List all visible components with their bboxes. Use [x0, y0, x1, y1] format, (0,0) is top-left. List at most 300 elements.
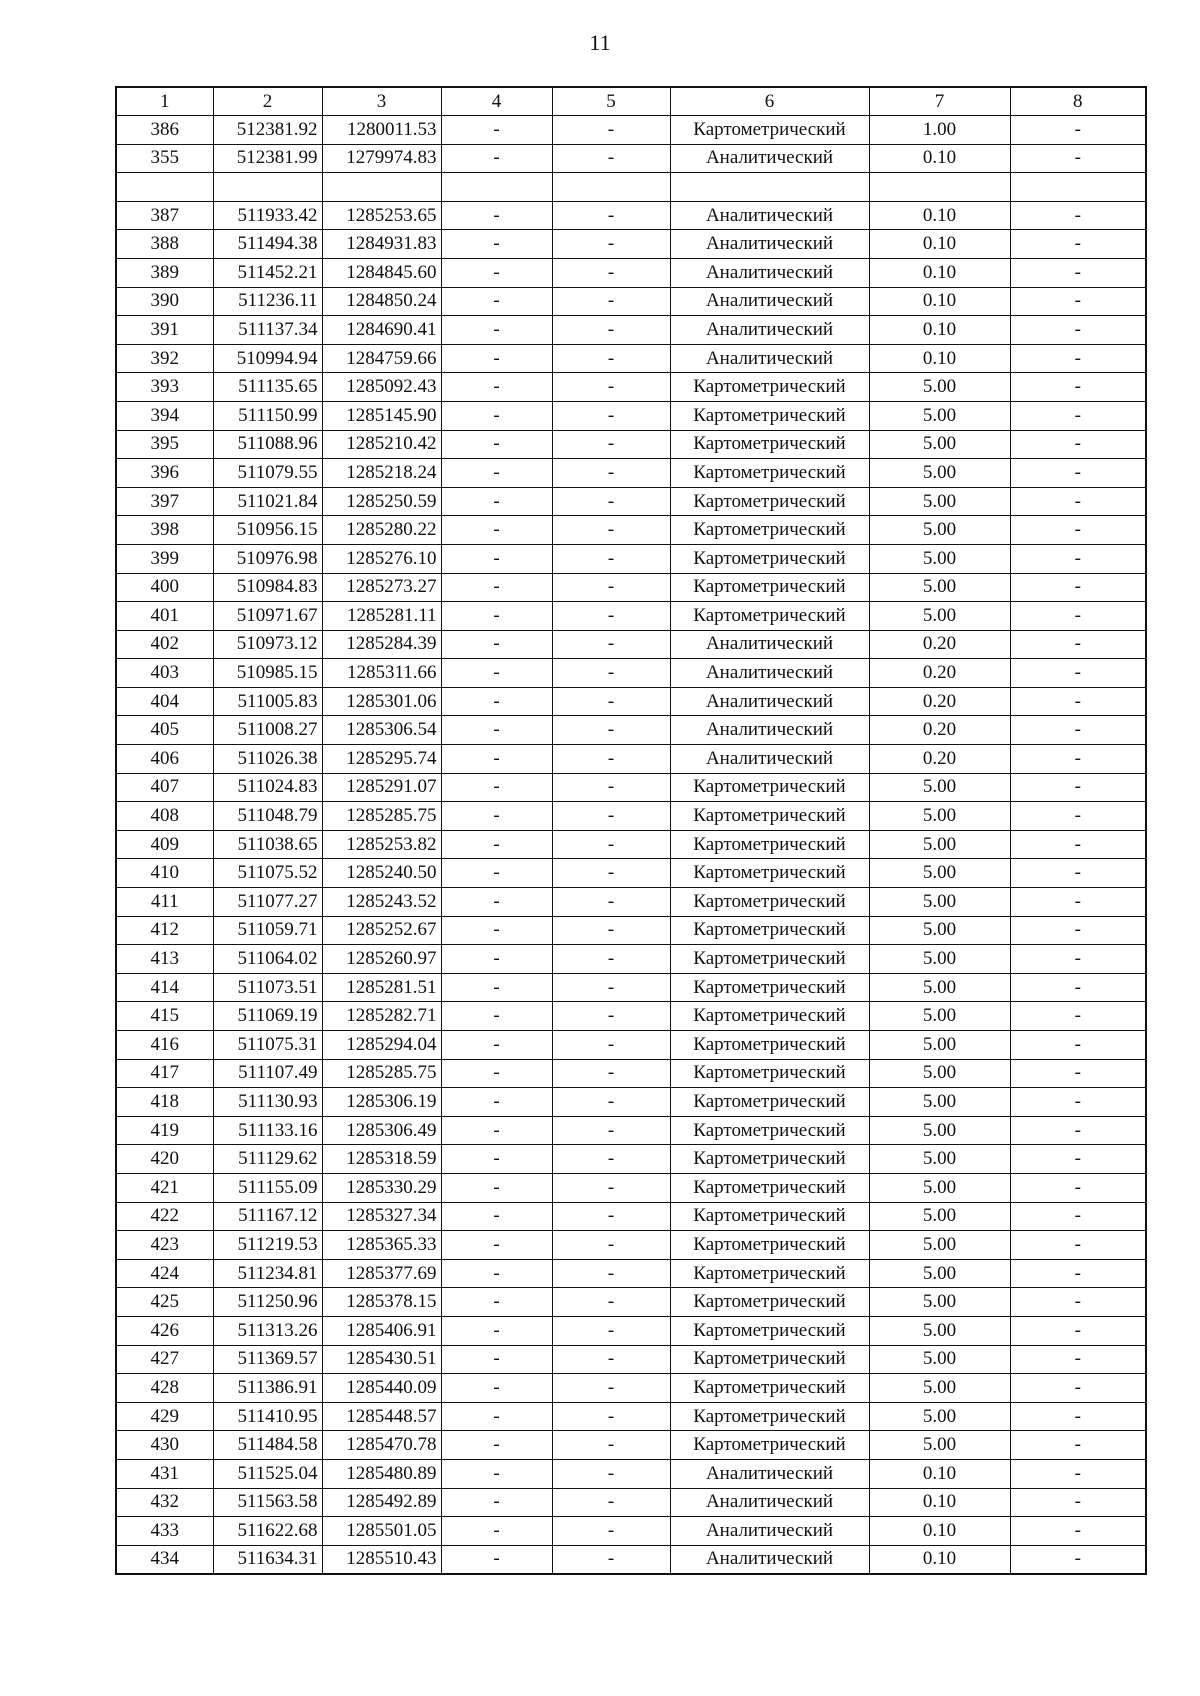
x-coordinate-cell: 511494.38	[213, 230, 322, 259]
y-coordinate-cell: 1285301.06	[322, 687, 441, 716]
column-header: 4	[441, 87, 552, 116]
col4-cell: -	[441, 344, 552, 373]
y-coordinate-cell: 1285285.75	[322, 802, 441, 831]
method-cell	[670, 173, 869, 202]
col4-cell: -	[441, 1488, 552, 1517]
table-row	[116, 973, 1146, 1002]
y-coordinate-cell: 1285492.89	[322, 1488, 441, 1517]
x-coordinate-cell: 511634.31	[213, 1545, 322, 1574]
table-row	[116, 602, 1146, 631]
col8-cell: -	[1010, 1402, 1146, 1431]
col5-cell: -	[552, 316, 670, 345]
method-cell: Картометрический	[670, 859, 869, 888]
point-number-cell: 416	[116, 1031, 213, 1060]
x-coordinate-cell: 511069.19	[213, 1002, 322, 1031]
table-row	[116, 830, 1146, 859]
col4-cell	[441, 173, 552, 202]
x-coordinate-cell: 511075.31	[213, 1031, 322, 1060]
method-cell: Картометрический	[670, 888, 869, 917]
col8-cell: -	[1010, 716, 1146, 745]
table-row	[116, 316, 1146, 345]
table-row	[116, 173, 1146, 202]
table-row	[116, 1488, 1146, 1517]
col4-cell: -	[441, 859, 552, 888]
method-cell: Аналитический	[670, 144, 869, 173]
col8-cell: -	[1010, 459, 1146, 488]
point-number-cell: 389	[116, 258, 213, 287]
table-row	[116, 344, 1146, 373]
method-cell: Картометрический	[670, 1059, 869, 1088]
col4-cell: -	[441, 830, 552, 859]
method-cell: Аналитический	[670, 1459, 869, 1488]
table-row	[116, 373, 1146, 402]
col8-cell: -	[1010, 773, 1146, 802]
col8-cell: -	[1010, 573, 1146, 602]
col5-cell: -	[552, 1259, 670, 1288]
col5-cell: -	[552, 973, 670, 1002]
col5-cell: -	[552, 573, 670, 602]
method-cell: Аналитический	[670, 630, 869, 659]
method-cell: Картометрический	[670, 1345, 869, 1374]
y-coordinate-cell: 1279974.83	[322, 144, 441, 173]
method-cell: Картометрический	[670, 602, 869, 631]
col5-cell: -	[552, 258, 670, 287]
table-row	[116, 1173, 1146, 1202]
table-row	[116, 1231, 1146, 1260]
table-row	[116, 916, 1146, 945]
col8-cell: -	[1010, 544, 1146, 573]
x-coordinate-cell: 510956.15	[213, 516, 322, 545]
accuracy-cell: 5.00	[869, 1316, 1010, 1345]
y-coordinate-cell: 1285281.11	[322, 602, 441, 631]
y-coordinate-cell: 1285440.09	[322, 1374, 441, 1403]
col5-cell: -	[552, 1459, 670, 1488]
x-coordinate-cell: 510976.98	[213, 544, 322, 573]
table-row	[116, 1459, 1146, 1488]
table-row	[116, 258, 1146, 287]
x-coordinate-cell: 511137.34	[213, 316, 322, 345]
y-coordinate-cell: 1285306.54	[322, 716, 441, 745]
point-number-cell: 433	[116, 1517, 213, 1546]
col8-cell: -	[1010, 1545, 1146, 1574]
table-row	[116, 859, 1146, 888]
method-cell: Картометрический	[670, 802, 869, 831]
method-cell: Картометрический	[670, 373, 869, 402]
table-row	[116, 1059, 1146, 1088]
method-cell: Картометрический	[670, 1116, 869, 1145]
accuracy-cell: 5.00	[869, 573, 1010, 602]
point-number-cell: 420	[116, 1145, 213, 1174]
method-cell: Картометрический	[670, 973, 869, 1002]
method-cell: Аналитический	[670, 687, 869, 716]
x-coordinate-cell: 511038.65	[213, 830, 322, 859]
x-coordinate-cell: 511219.53	[213, 1231, 322, 1260]
x-coordinate-cell: 511079.55	[213, 459, 322, 488]
col4-cell: -	[441, 1202, 552, 1231]
x-coordinate-cell: 511026.38	[213, 745, 322, 774]
y-coordinate-cell: 1285501.05	[322, 1517, 441, 1546]
col8-cell: -	[1010, 144, 1146, 173]
x-coordinate-cell: 511369.57	[213, 1345, 322, 1374]
col8-cell: -	[1010, 1202, 1146, 1231]
col4-cell: -	[441, 1088, 552, 1117]
col4-cell: -	[441, 1059, 552, 1088]
method-cell: Картометрический	[670, 1002, 869, 1031]
y-coordinate-cell: 1285280.22	[322, 516, 441, 545]
col5-cell: -	[552, 116, 670, 145]
point-number-cell: 403	[116, 659, 213, 688]
point-number-cell: 408	[116, 802, 213, 831]
point-number-cell: 391	[116, 316, 213, 345]
column-header: 2	[213, 87, 322, 116]
point-number-cell: 434	[116, 1545, 213, 1574]
table-row	[116, 144, 1146, 173]
y-coordinate-cell: 1285295.74	[322, 745, 441, 774]
accuracy-cell: 5.00	[869, 430, 1010, 459]
point-number-cell: 432	[116, 1488, 213, 1517]
accuracy-cell: 5.00	[869, 1231, 1010, 1260]
table-row	[116, 687, 1146, 716]
col8-cell: -	[1010, 516, 1146, 545]
y-coordinate-cell: 1284845.60	[322, 258, 441, 287]
col8-cell: -	[1010, 1231, 1146, 1260]
accuracy-cell: 5.00	[869, 1288, 1010, 1317]
method-cell: Аналитический	[670, 716, 869, 745]
table-row	[116, 573, 1146, 602]
point-number-cell: 392	[116, 344, 213, 373]
accuracy-cell: 5.00	[869, 859, 1010, 888]
col4-cell: -	[441, 602, 552, 631]
method-cell: Картометрический	[670, 1031, 869, 1060]
method-cell: Картометрический	[670, 1374, 869, 1403]
x-coordinate-cell: 511236.11	[213, 287, 322, 316]
x-coordinate-cell: 511064.02	[213, 945, 322, 974]
col8-cell: -	[1010, 1088, 1146, 1117]
col4-cell: -	[441, 916, 552, 945]
col8-cell: -	[1010, 116, 1146, 145]
method-cell: Картометрический	[670, 459, 869, 488]
table-row	[116, 1345, 1146, 1374]
accuracy-cell: 0.10	[869, 1459, 1010, 1488]
method-cell: Картометрический	[670, 1145, 869, 1174]
method-cell: Картометрический	[670, 830, 869, 859]
col5-cell: -	[552, 630, 670, 659]
x-coordinate-cell: 511313.26	[213, 1316, 322, 1345]
point-number-cell: 406	[116, 745, 213, 774]
table-row	[116, 1316, 1146, 1345]
table-row	[116, 1202, 1146, 1231]
table-header-row	[116, 87, 1146, 116]
col4-cell: -	[441, 1116, 552, 1145]
y-coordinate-cell: 1285430.51	[322, 1345, 441, 1374]
col4-cell: -	[441, 287, 552, 316]
col5-cell: -	[552, 1231, 670, 1260]
accuracy-cell: 5.00	[869, 373, 1010, 402]
method-cell: Картометрический	[670, 773, 869, 802]
method-cell: Картометрический	[670, 401, 869, 430]
col4-cell: -	[441, 1002, 552, 1031]
col4-cell: -	[441, 1374, 552, 1403]
col4-cell: -	[441, 230, 552, 259]
col8-cell: -	[1010, 830, 1146, 859]
col5-cell: -	[552, 487, 670, 516]
col4-cell: -	[441, 1517, 552, 1546]
table-row	[116, 1402, 1146, 1431]
col8-cell: -	[1010, 1059, 1146, 1088]
col5-cell: -	[552, 1345, 670, 1374]
method-cell: Картометрический	[670, 1316, 869, 1345]
col4-cell: -	[441, 573, 552, 602]
col5-cell: -	[552, 1116, 670, 1145]
col5-cell: -	[552, 401, 670, 430]
method-cell: Картометрический	[670, 916, 869, 945]
col4-cell: -	[441, 373, 552, 402]
col5-cell: -	[552, 1173, 670, 1202]
x-coordinate-cell: 511563.58	[213, 1488, 322, 1517]
method-cell: Картометрический	[670, 1231, 869, 1260]
table-row	[116, 1116, 1146, 1145]
method-cell: Аналитический	[670, 287, 869, 316]
accuracy-cell: 5.00	[869, 1173, 1010, 1202]
y-coordinate-cell: 1285378.15	[322, 1288, 441, 1317]
point-number-cell: 397	[116, 487, 213, 516]
y-coordinate-cell: 1285294.04	[322, 1031, 441, 1060]
method-cell: Картометрический	[670, 487, 869, 516]
method-cell: Картометрический	[670, 1288, 869, 1317]
point-number-cell: 387	[116, 201, 213, 230]
accuracy-cell: 5.00	[869, 1402, 1010, 1431]
method-cell: Аналитический	[670, 745, 869, 774]
col8-cell: -	[1010, 1316, 1146, 1345]
col8-cell: -	[1010, 687, 1146, 716]
col5-cell: -	[552, 373, 670, 402]
accuracy-cell: 0.10	[869, 287, 1010, 316]
point-number-cell: 398	[116, 516, 213, 545]
col8-cell: -	[1010, 1431, 1146, 1460]
point-number-cell: 412	[116, 916, 213, 945]
col4-cell: -	[441, 1259, 552, 1288]
y-coordinate-cell: 1280011.53	[322, 116, 441, 145]
y-coordinate-cell: 1285311.66	[322, 659, 441, 688]
col5-cell: -	[552, 802, 670, 831]
table-row	[116, 116, 1146, 145]
column-header: 8	[1010, 87, 1146, 116]
col8-cell: -	[1010, 344, 1146, 373]
x-coordinate-cell: 510971.67	[213, 602, 322, 631]
accuracy-cell: 5.00	[869, 973, 1010, 1002]
y-coordinate-cell: 1284850.24	[322, 287, 441, 316]
accuracy-cell: 0.10	[869, 144, 1010, 173]
accuracy-cell: 0.10	[869, 1517, 1010, 1546]
point-number-cell: 388	[116, 230, 213, 259]
table-row	[116, 1374, 1146, 1403]
y-coordinate-cell: 1285327.34	[322, 1202, 441, 1231]
y-coordinate-cell: 1285306.19	[322, 1088, 441, 1117]
col8-cell: -	[1010, 1517, 1146, 1546]
method-cell: Картометрический	[670, 1259, 869, 1288]
accuracy-cell: 1.00	[869, 116, 1010, 145]
x-coordinate-cell: 511129.62	[213, 1145, 322, 1174]
col5-cell: -	[552, 830, 670, 859]
col8-cell: -	[1010, 1459, 1146, 1488]
accuracy-cell: 0.20	[869, 630, 1010, 659]
table-row	[116, 1517, 1146, 1546]
col4-cell: -	[441, 401, 552, 430]
y-coordinate-cell: 1285218.24	[322, 459, 441, 488]
col5-cell: -	[552, 1374, 670, 1403]
x-coordinate-cell: 511088.96	[213, 430, 322, 459]
col8-cell: -	[1010, 1116, 1146, 1145]
accuracy-cell: 5.00	[869, 459, 1010, 488]
x-coordinate-cell: 511133.16	[213, 1116, 322, 1145]
col4-cell: -	[441, 544, 552, 573]
point-number-cell: 394	[116, 401, 213, 430]
col4-cell: -	[441, 888, 552, 917]
point-number-cell: 409	[116, 830, 213, 859]
table-row	[116, 716, 1146, 745]
accuracy-cell: 5.00	[869, 1059, 1010, 1088]
method-cell: Картометрический	[670, 1202, 869, 1231]
table-row	[116, 1288, 1146, 1317]
accuracy-cell: 5.00	[869, 1202, 1010, 1231]
col5-cell: -	[552, 1088, 670, 1117]
accuracy-cell: 5.00	[869, 802, 1010, 831]
y-coordinate-cell	[322, 173, 441, 202]
col8-cell: -	[1010, 916, 1146, 945]
method-cell: Аналитический	[670, 258, 869, 287]
accuracy-cell: 0.20	[869, 659, 1010, 688]
point-number-cell: 414	[116, 973, 213, 1002]
accuracy-cell: 5.00	[869, 487, 1010, 516]
col4-cell: -	[441, 1145, 552, 1174]
col5-cell: -	[552, 745, 670, 774]
col5-cell: -	[552, 230, 670, 259]
col4-cell: -	[441, 1031, 552, 1060]
column-header: 6	[670, 87, 869, 116]
x-coordinate-cell: 511234.81	[213, 1259, 322, 1288]
col8-cell: -	[1010, 316, 1146, 345]
point-number-cell: 427	[116, 1345, 213, 1374]
method-cell: Аналитический	[670, 344, 869, 373]
col8-cell: -	[1010, 745, 1146, 774]
x-coordinate-cell: 511167.12	[213, 1202, 322, 1231]
method-cell: Картометрический	[670, 544, 869, 573]
x-coordinate-cell: 512381.92	[213, 116, 322, 145]
point-number-cell: 417	[116, 1059, 213, 1088]
col4-cell: -	[441, 1545, 552, 1574]
col8-cell: -	[1010, 1374, 1146, 1403]
accuracy-cell: 5.00	[869, 1374, 1010, 1403]
table-row	[116, 487, 1146, 516]
x-coordinate-cell: 511005.83	[213, 687, 322, 716]
column-header: 5	[552, 87, 670, 116]
x-coordinate-cell: 511250.96	[213, 1288, 322, 1317]
method-cell: Аналитический	[670, 659, 869, 688]
x-coordinate-cell: 511150.99	[213, 401, 322, 430]
col4-cell: -	[441, 659, 552, 688]
y-coordinate-cell: 1285306.49	[322, 1116, 441, 1145]
x-coordinate-cell: 511933.42	[213, 201, 322, 230]
x-coordinate-cell: 511484.58	[213, 1431, 322, 1460]
col4-cell: -	[441, 258, 552, 287]
accuracy-cell: 0.20	[869, 745, 1010, 774]
table-row	[116, 745, 1146, 774]
y-coordinate-cell: 1285253.65	[322, 201, 441, 230]
col5-cell: -	[552, 1059, 670, 1088]
column-header: 3	[322, 87, 441, 116]
table-row	[116, 544, 1146, 573]
col4-cell: -	[441, 1459, 552, 1488]
point-number-cell: 396	[116, 459, 213, 488]
table-row	[116, 459, 1146, 488]
col8-cell: -	[1010, 487, 1146, 516]
col8-cell: -	[1010, 602, 1146, 631]
col4-cell: -	[441, 945, 552, 974]
col8-cell	[1010, 173, 1146, 202]
y-coordinate-cell: 1285284.39	[322, 630, 441, 659]
x-coordinate-cell: 511622.68	[213, 1517, 322, 1546]
col8-cell: -	[1010, 973, 1146, 1002]
x-coordinate-cell: 511024.83	[213, 773, 322, 802]
y-coordinate-cell: 1285285.75	[322, 1059, 441, 1088]
y-coordinate-cell: 1285260.97	[322, 945, 441, 974]
col4-cell: -	[441, 630, 552, 659]
col5-cell: -	[552, 1402, 670, 1431]
table-row	[116, 430, 1146, 459]
x-coordinate-cell: 511155.09	[213, 1173, 322, 1202]
table-row	[116, 1088, 1146, 1117]
col4-cell: -	[441, 201, 552, 230]
accuracy-cell: 0.10	[869, 1545, 1010, 1574]
col4-cell: -	[441, 516, 552, 545]
col8-cell: -	[1010, 258, 1146, 287]
y-coordinate-cell: 1285240.50	[322, 859, 441, 888]
y-coordinate-cell: 1284690.41	[322, 316, 441, 345]
x-coordinate-cell: 511386.91	[213, 1374, 322, 1403]
col8-cell: -	[1010, 1259, 1146, 1288]
col4-cell: -	[441, 144, 552, 173]
col8-cell: -	[1010, 1145, 1146, 1174]
column-header: 7	[869, 87, 1010, 116]
col5-cell: -	[552, 1288, 670, 1317]
point-number-cell: 386	[116, 116, 213, 145]
method-cell: Аналитический	[670, 1517, 869, 1546]
accuracy-cell: 5.00	[869, 1345, 1010, 1374]
x-coordinate-cell: 510973.12	[213, 630, 322, 659]
accuracy-cell: 5.00	[869, 1088, 1010, 1117]
table-row	[116, 201, 1146, 230]
col5-cell: -	[552, 1002, 670, 1031]
table-row	[116, 1002, 1146, 1031]
point-number-cell: 423	[116, 1231, 213, 1260]
col4-cell: -	[441, 745, 552, 774]
col5-cell: -	[552, 1202, 670, 1231]
x-coordinate-cell: 510985.15	[213, 659, 322, 688]
x-coordinate-cell: 511107.49	[213, 1059, 322, 1088]
x-coordinate-cell: 510984.83	[213, 573, 322, 602]
x-coordinate-cell: 511073.51	[213, 973, 322, 1002]
col8-cell: -	[1010, 401, 1146, 430]
table-row	[116, 287, 1146, 316]
table-row	[116, 1145, 1146, 1174]
col5-cell: -	[552, 1517, 670, 1546]
col8-cell: -	[1010, 430, 1146, 459]
accuracy-cell: 0.10	[869, 316, 1010, 345]
point-number-cell: 405	[116, 716, 213, 745]
col5-cell: -	[552, 1545, 670, 1574]
col4-cell: -	[441, 316, 552, 345]
table-row	[116, 659, 1146, 688]
